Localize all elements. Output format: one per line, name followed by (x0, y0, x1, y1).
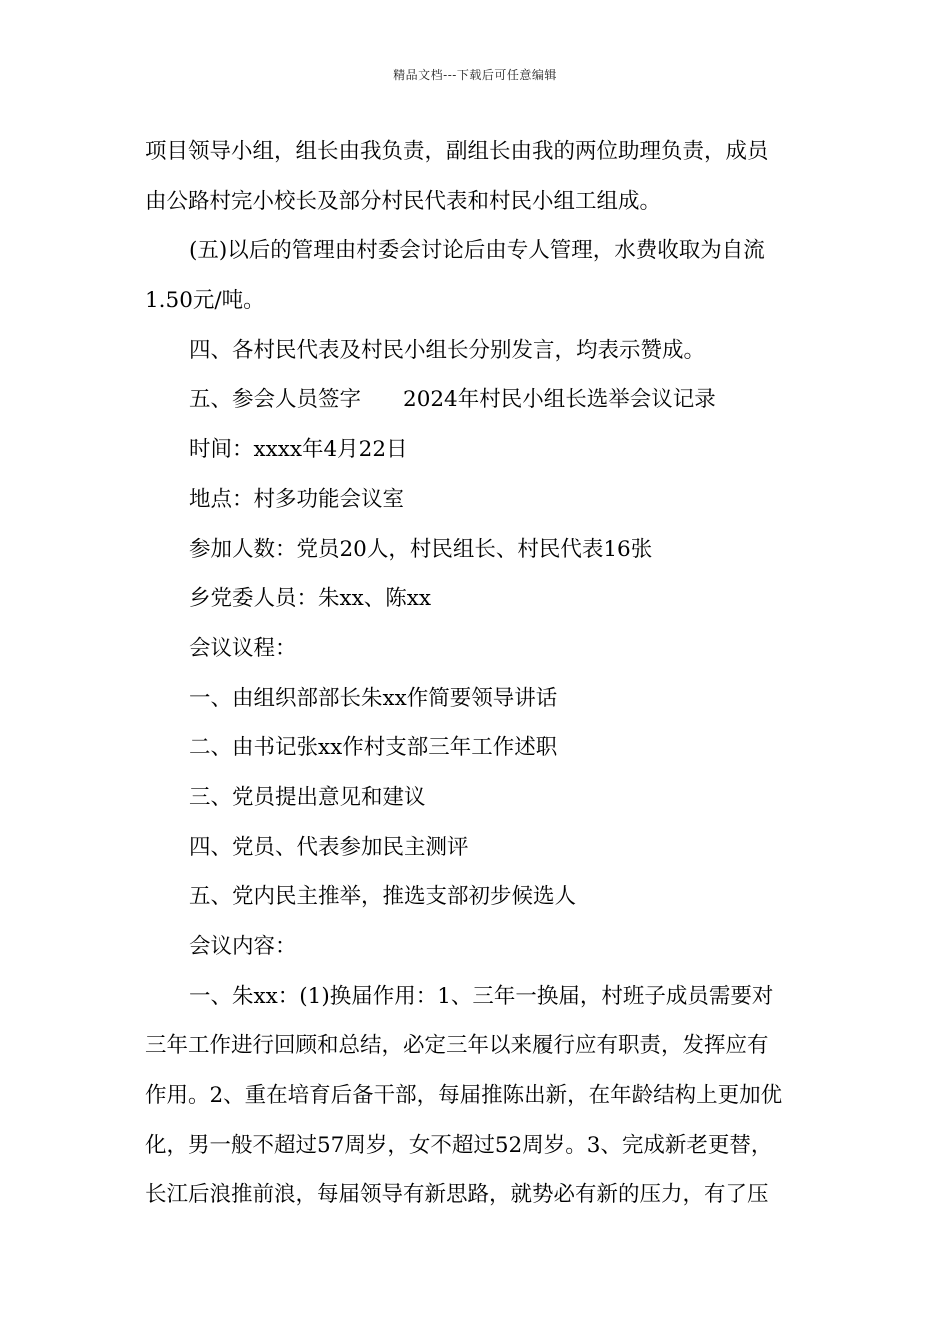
agenda-item: 四、党员、代表参加民主测评 (189, 834, 469, 860)
paragraph-line: 由公路村完小校长及部分村民代表和村民小组工组成。 (145, 188, 662, 214)
paragraph-line: 四、各村民代表及村民小组长分别发言，均表示赞成。 (189, 337, 706, 363)
agenda-item: 三、党员提出意见和建议 (189, 784, 426, 810)
page-header: 精品文档---下载后可任意编辑 (393, 68, 557, 82)
agenda-item: 一、由组织部部长朱xx作简要领导讲话 (189, 685, 558, 711)
agenda-heading: 会议议程： (189, 635, 297, 661)
paragraph-line: 1.50元/吨。 (145, 288, 265, 314)
paragraph-line: 三年工作进行回顾和总结，必定三年以来履行应有职责，发挥应有 (145, 1033, 769, 1059)
paragraph-line (145, 375, 807, 425)
paragraph-line: 一、朱xx：(1)换届作用：1、三年一换届，村班子成员需要对 (189, 983, 774, 1009)
meeting-location: 地点：村多功能会议室 (189, 486, 405, 512)
content-heading: 会议内容： (189, 934, 297, 959)
document-body (145, 127, 807, 1220)
paragraph-line: (五)以后的管理由村委会讨论后由专人管理，水费收取为自流 (189, 238, 765, 264)
paragraph-line: 项目领导小组，组长由我负责，副组长由我的两位助理负责，成员 (145, 139, 769, 164)
paragraph-line: 化，男一般不超过57周岁，女不超过52周岁。3、完成新老更替， (145, 1132, 773, 1158)
paragraph-line: 长江后浪推前浪，每届领导有新思路，就势必有新的压力，有了压 (145, 1182, 769, 1208)
meeting-attendance: 参加人数：党员20人，村民组长、村民代表16张 (189, 536, 653, 562)
agenda-item: 二、由书记张xx作村支部三年工作述职 (189, 735, 558, 761)
agenda-item: 五、党内民主推举，推选支部初步候选人 (189, 884, 577, 910)
party-committee-members: 乡党委人员：朱xx、陈xx (189, 586, 432, 612)
signature-line-text: 五、参会人员签字 (189, 387, 362, 413)
section-title: 2024年村民小组长选举会议记录 (403, 387, 716, 413)
meeting-time: 时间：xxxx年4月22日 (189, 437, 408, 463)
paragraph-line: 作用。2、重在培育后备干部，每届推陈出新，在年龄结构上更加优 (145, 1083, 783, 1109)
